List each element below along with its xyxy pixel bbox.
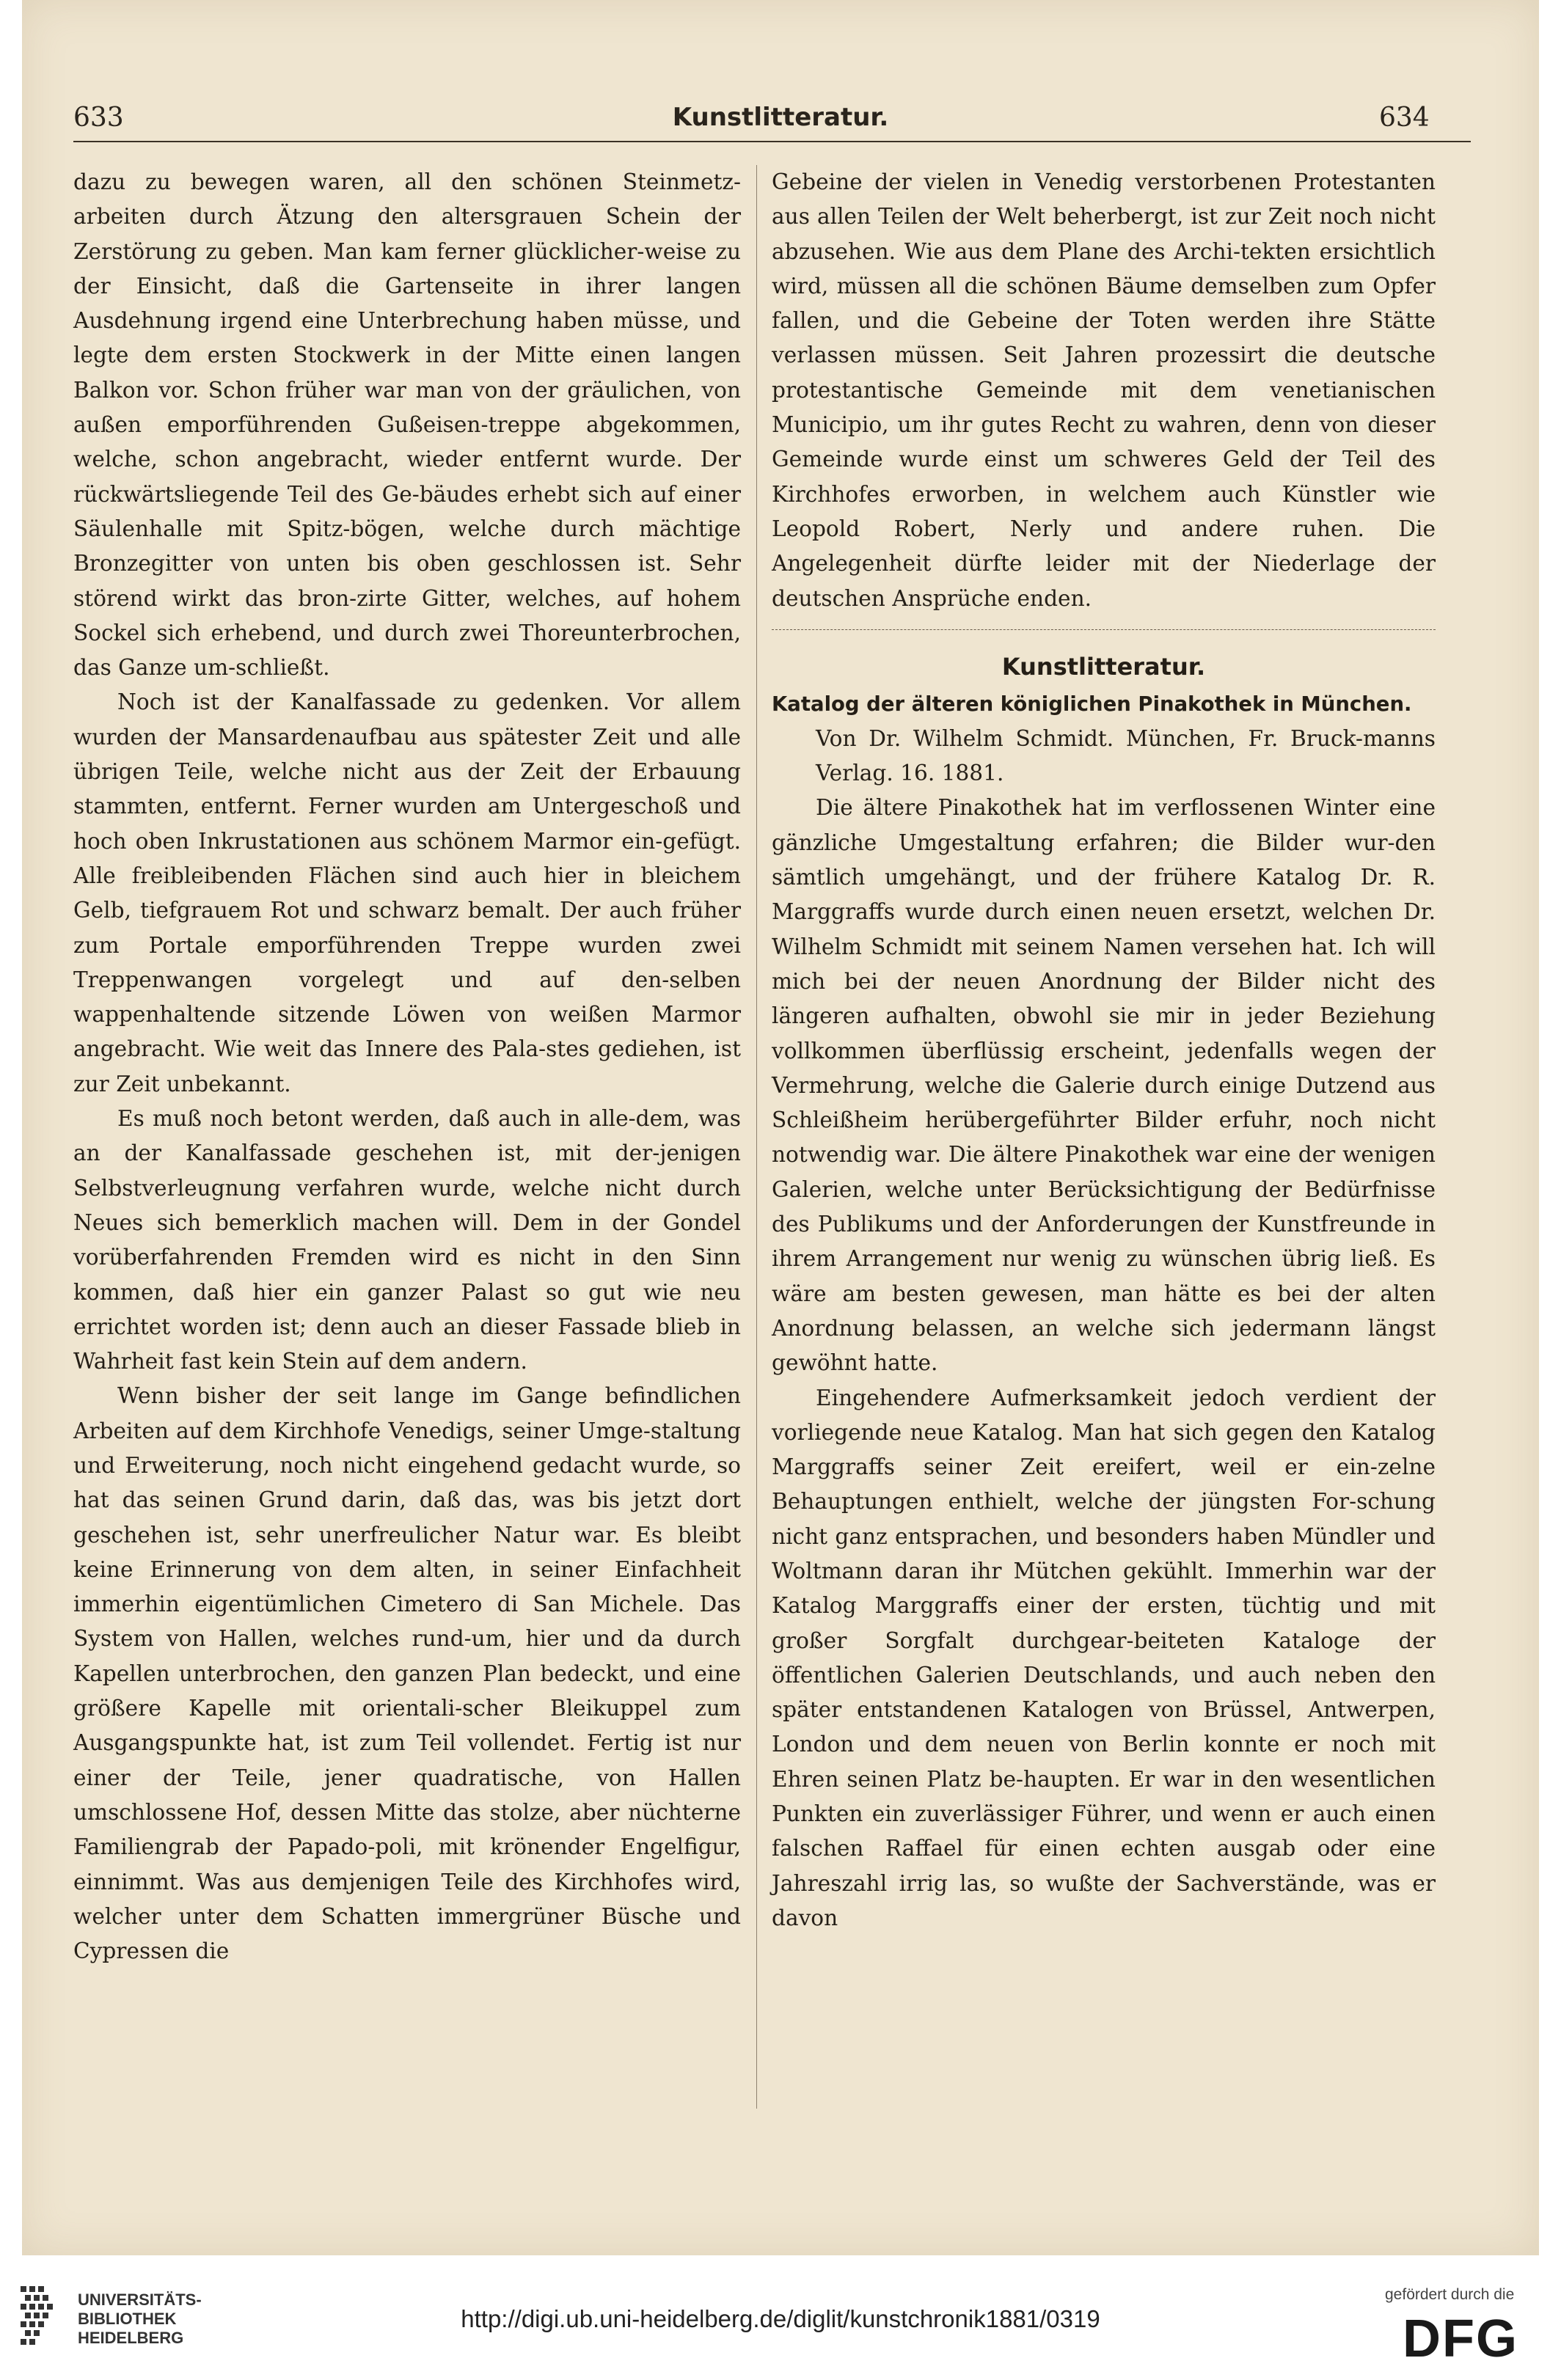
section-heading: Kunstlitteratur. bbox=[1001, 652, 1206, 681]
paragraph: Die ältere Pinakothek hat im verflossenen Winter eine gänzliche Umgestaltung erfahren; die Bilder wur-den sämtlich umgehängt, und der frühere Katalog Dr. R. Marggraffs wurde durch einen neuen ersetzt, welchen Dr. Wilhelm Schmidt mit seinem Namen versehen hat. Ich will mich bei der neuen Anordnung der Bilder nicht des längeren aufhalten, obwohl sie mir in jeder Beziehung vollkommen überflüssig erscheint, jedenfalls wegen der Vermehrung, welche die Galerie durch einige Dutzend aus Schleißheim herübergeführter Bilder erfuhr, noch nicht notwendig war. Die ältere Pinakothek war eine der wenigen Galerien, welche unter Berücksichtigung der Bedürfnisse des Publikums und der Anforderungen der Kunstfreunde in ihrem Arrangement nur wenig zu wünschen übrig ließ. Es wäre am besten gewesen, man hätte es bei der alten Anordnung belassen, an welche sich jedermann längst gewöhnt hatte. bbox=[772, 795, 1436, 1376]
library-line: UNIVERSITÄTS- bbox=[78, 2291, 202, 2309]
paragraph: dazu zu bewegen waren, all den schönen Steinmetz-arbeiten durch Ätzung den altersgrauen Schein der Zerstörung zu geben. Man kam ferner glücklicher-weise zu der Einsicht, daß die Gartenseite in ihrer langen Ausdehnung irgend eine Unterbrechung haben müsse, und legte dem ersten Stockwerk in der Mitte einen langen Balkon vor. Schon früher war man von der gräulichen, von außen emporführenden Gußeisen-treppe abgekommen, welche, schon angebracht, wieder entfernt wurde. Der rückwärtsliegende Teil des Ge-bäudes erhebt sich auf einer Säulenhalle mit Spitz-bögen, welche durch mächtige Bronzegitter von unten bis oben geschlossen ist. Sehr störend wirkt das bron-zirte Gitter, welches, auf hohem Sockel sich erhebend, und durch zwei Thoreunterbrochen, das Ganze um-schließt. bbox=[73, 169, 741, 681]
library-line: BIBLIOTHEK bbox=[78, 2310, 177, 2328]
paragraph: Es muß noch betont werden, daß auch in alle-dem, was an der Kanalfassade geschehen ist, mit der-jenigen Selbstverleugnung verfahren wurde, welche nicht durch Neues sich bemerklich machen will. Dem in der Gondel vorüberfahrenden Fremden wird es nicht in den Sinn kommen, daß hier ein ganzer Palast so gut wie neu errichtet worden ist; denn auch an dieser Fassade blieb in Wahrheit fast kein Stein auf dem andern. bbox=[73, 1106, 741, 1374]
book-title: Katalog der älteren königlichen Pinakothek in München. bbox=[772, 692, 1412, 716]
page-number-right: 634 bbox=[1379, 103, 1430, 133]
left-column bbox=[73, 165, 741, 1969]
section-rule bbox=[772, 629, 1436, 630]
column-divider bbox=[756, 165, 757, 2109]
paragraph: Gebeine der vielen in Venedig verstorbenen Protestanten aus allen Teilen der Welt beherbergt, ist zur Zeit noch nicht abzusehen. Wie aus dem Plane des Archi-tekten ersichtlich wird, müssen all die schönen Bäume demselben zum Opfer fallen, und die Gebeine der Toten werden ihre Stätte verlassen müssen. Seit Jahren prozessirt die deutsche protestantische Gemeinde mit dem venetianischen Municipio, um ihr gutes Recht zu wahren, denn von dieser Gemeinde wurde einst um schweres Geld der Teil des Kirchhofes erworben, in welchem auch Künstler wie Leopold Robert, Nerly und andere ruhen. Die Angelegenheit dürfte leider mit der Niederlage der deutschen Ansprüche enden. bbox=[772, 169, 1436, 611]
paragraph: Eingehendere Aufmerksamkeit jedoch verdient der vorliegende neue Katalog. Man hat sich gegen den Katalog Marggraffs seiner Zeit ereifert, weil er ein-zelne Behauptungen enthielt, welche der jüngsten For-schung nicht ganz entsprachen, und besonders haben Mündler und Woltmann daran ihr Mütchen gekühlt. Immerhin war der Katalog Marggraffs einer der ersten, tüchtig und mit großer Sorgfalt durchgear-beiteten Kataloge der öffentlichen Galerien Deutschlands, und auch neben den später entstandenen Katalogen von Brüssel, Antwerpen, London und dem neuen von Berlin konnte er noch mit Ehren seinen Platz be-haupten. Er war in den wesentlichen Punkten ein zuverlässiger Führer, und wenn er auch einen falschen Raffael für einen echten ausgab oder eine Jahreszahl irrig las, so wußte der Sachverstände, was er davon bbox=[772, 1385, 1436, 1930]
footer-bar bbox=[0, 2270, 1561, 2380]
permalink-url[interactable]: http://digi.ub.uni-heidelberg.de/diglit/kunstchronik1881/0319 bbox=[461, 2305, 1100, 2332]
paragraph: Noch ist der Kanalfassade zu gedenken. Vor allem wurden der Mansardenaufbau aus spätester Zeit und alle übrigen Teile, welche nicht aus der Zeit der Erbauung stammten, entfernt. Ferner wurden am Untergeschoß und hoch oben Inkrustationen aus schönem Marmor ein-gefügt. Alle freibleibenden Flächen sind auch hier in bleichem Gelb, tiefgrauem Rot und schwarz bemalt. Der auch früher zum Portale emporführenden Treppe wurden zwei Treppenwangen vorgelegt und auf den-selben wappenhaltende sitzende Löwen von weißen Marmor angebracht. Wie weit das Innere des Pala-stes gediehen, ist zur Zeit unbekannt. bbox=[73, 689, 741, 1096]
dfg-logo: DFG bbox=[1403, 2310, 1518, 2368]
paragraph: Wenn bisher der seit lange im Gange befindlichen Arbeiten auf dem Kirchhofe Venedigs, seiner Umge-staltung und Erweiterung, noch nicht eingehend gedacht wurde, so hat das seinen Grund darin, daß das, was bis jetzt dort geschehen ist, sehr unerfreulicher Natur war. Es bleibt keine Erinnerung von dem alten, in seiner Einfachheit immerhin eigentümlichen Cimetero di San Michele. Das System von Hallen, welches rund-um, hier und da durch Kapellen unterbrochen, den ganzen Plan bedeckt, und eine größere Kapelle mit orientali-scher Bleikuppel zum Ausgangspunkte hat, ist zum Teil vollendet. Fertig ist nur einer der Teile, jener quadratische, von Hallen umschlossene Hof, dessen Mitte das stolze, aber nüchterne Familiengrab der Papado-poli, mit krönender Engelfigur, einnimmt. Was aus demjenigen Teile des Kirchhofes wird, welcher unter dem Schatten immergrüner Büsche und Cypressen die bbox=[73, 1383, 741, 1964]
funding-label: gefördert durch die bbox=[1385, 2286, 1515, 2303]
page-number-left: 633 bbox=[73, 103, 124, 133]
header-rule bbox=[73, 141, 1471, 142]
library-line: HEIDELBERG bbox=[78, 2329, 184, 2347]
byline: Von Dr. Wilhelm Schmidt. München, Fr. Bruck-manns Verlag. 16. 1881. bbox=[816, 725, 1436, 786]
running-title: Kunstlitteratur. bbox=[672, 103, 889, 132]
right-column bbox=[772, 165, 1436, 1936]
